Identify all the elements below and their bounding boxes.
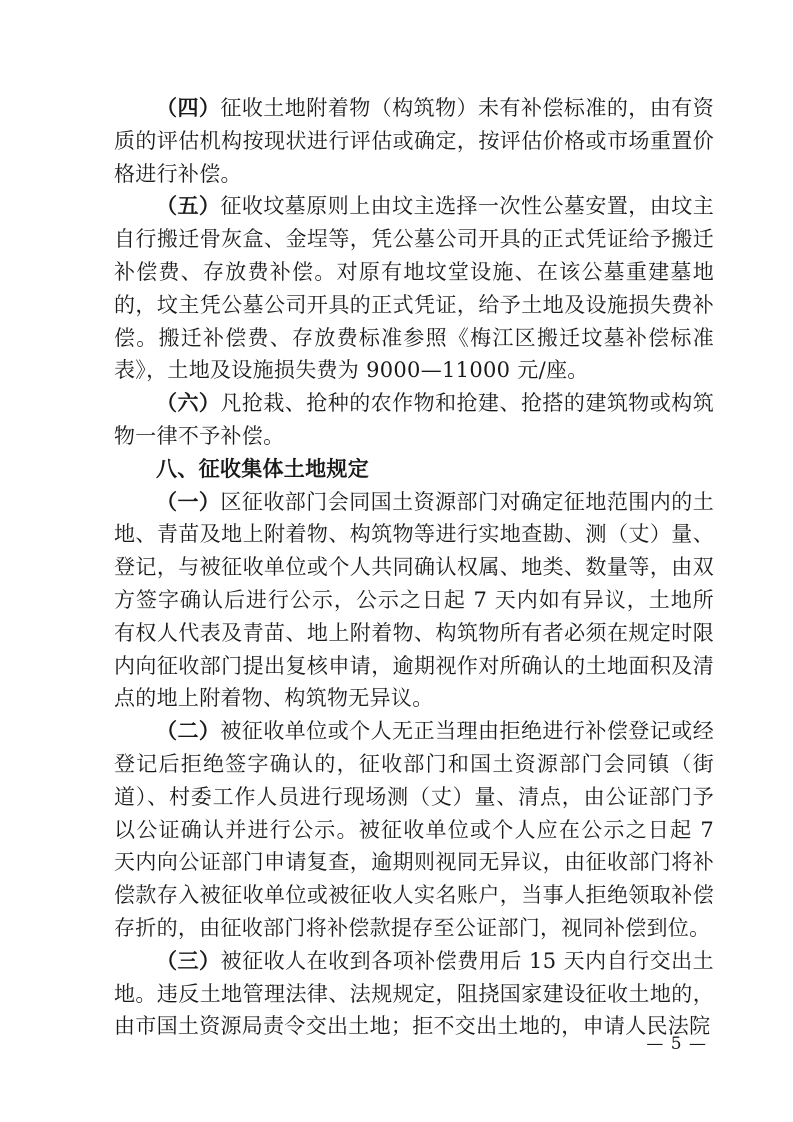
page-number: — 5 — xyxy=(646,1034,707,1054)
paragraph-label: （五） xyxy=(156,194,221,219)
paragraph-text: 征收坟墓原则上由坟主选择一次性公墓安置，由坟主自行搬迁骨灰盒、金埕等，凭公墓公司开具的正式凭证给予搬迁补偿费、存放费补偿。对原有地坟堂设施、在该公墓重建墓地的，坟主凭公墓公司开具的正式凭证，给予土地及设施损失费补偿。搬迁补偿费、存放费标准参照《梅江区搬迁坟墓补偿标准表》，土地及设施损失费为 9000—11000 元/座。 xyxy=(114,194,714,383)
paragraph-5 xyxy=(114,190,714,387)
paragraph-label: （四） xyxy=(156,96,221,120)
paragraph-label: （三） xyxy=(156,948,221,973)
paragraph-text: 凡抢栽、抢种的农作物和抢建、抢搭的建筑物或构筑物一律不予补偿。 xyxy=(114,391,714,448)
paragraph-label: （一） xyxy=(156,489,221,514)
paragraph-2 xyxy=(114,715,714,945)
section-heading: 八、征收集体土地规定 xyxy=(156,456,369,481)
paragraph-4 xyxy=(114,92,714,190)
paragraph-3 xyxy=(114,945,714,1043)
paragraph-label: （六） xyxy=(156,391,221,416)
document-body xyxy=(114,92,714,1043)
paragraph-label: （二） xyxy=(156,719,221,744)
paragraph-text: 区征收部门会同国土资源部门对确定征地范围内的土地、青苗及地上附着物、构筑物等进行实地查勘、测（丈）量、登记，与被征收单位或个人共同确认权属、地类、数量等，由双方签字确认后进行公示，公示之日起 7 天内如有异议，土地所有权人代表及青苗、地上附着物、构筑物所有者必须在规定时限内向征收部门提出复核申请，逾期视作对所确认的土地面积及清点的地上附着物、构筑物无异议。 xyxy=(114,489,714,711)
paragraph-6 xyxy=(114,387,714,453)
paragraph-text: 征收土地附着物（构筑物）未有补偿标准的，由有资质的评估机构按现状进行评估或确定，按评估价格或市场重置价格进行补偿。 xyxy=(114,96,714,186)
paragraph-1 xyxy=(114,486,714,716)
paragraph-text: 被征收人在收到各项补偿费用后 15 天内自行交出土地。违反土地管理法律、法规规定，阻挠国家建设征收土地的，由市国土资源局责令交出土地；拒不交出土地的，申请人民法院 xyxy=(114,948,714,1039)
paragraph-text: 被征收单位或个人无正当理由拒绝进行补偿登记或经登记后拒绝签字确认的，征收部门和国土资源部门会同镇（街道）、村委工作人员进行现场测（丈）量、清点，由公证部门予以公证确认并进行公示。被征收单位或个人应在公示之日起 7 天内向公证部门申请复查，逾期则视同无异议，由征收部门将补偿款存入被征收单位或被征收人实名账户，当事人拒绝领取补偿存折的，由征收部门将补偿款提存至公证部门，视同补偿到位。 xyxy=(114,719,714,940)
